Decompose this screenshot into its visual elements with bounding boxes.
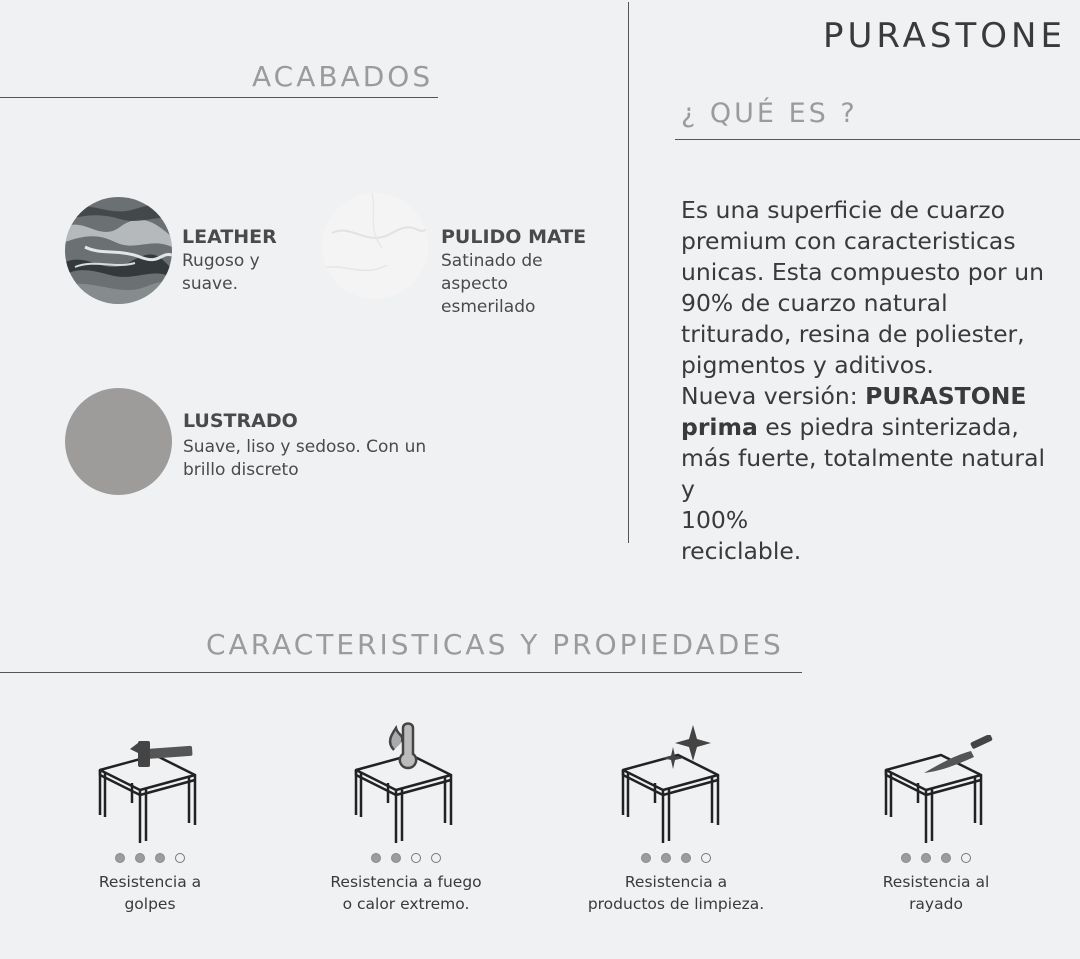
caracteristicas-title: CARACTERISTICAS Y PROPIEDADES bbox=[206, 628, 784, 661]
rating-dot bbox=[371, 853, 381, 863]
rating-dots-fuego bbox=[316, 853, 496, 863]
property-limpieza bbox=[583, 723, 769, 915]
leather-name: LEATHER bbox=[182, 226, 277, 248]
rating-dot bbox=[641, 853, 651, 863]
rating-dot bbox=[681, 853, 691, 863]
rating-dot bbox=[115, 853, 125, 863]
acabados-underline bbox=[0, 97, 438, 98]
rating-dot bbox=[901, 853, 911, 863]
table-sparkle-graphic bbox=[583, 723, 769, 847]
que-es-title: ¿ QUÉ ES ? bbox=[681, 98, 858, 129]
leather-swatch bbox=[65, 197, 172, 304]
lustrado-name: LUSTRADO bbox=[183, 410, 298, 432]
brand-bold: PURASTONE bbox=[865, 382, 1027, 410]
property-label-limpieza: Resistencia a productos de limpieza. bbox=[587, 873, 765, 913]
leather-description: Rugoso y suave. bbox=[182, 251, 260, 294]
property-rayado bbox=[846, 735, 1026, 915]
knife-icon bbox=[924, 735, 993, 773]
rating-dot bbox=[175, 853, 185, 863]
property-golpes bbox=[60, 735, 240, 915]
table-hammer-graphic bbox=[60, 735, 240, 847]
property-label-fuego: Resistencia a fuego o calor extremo. bbox=[330, 873, 482, 913]
que-es-description: Es una superficie de cuarzo premium con caracteristicas unicas. Esta compuesto por un 90% de cuarzo natural triturado, resina de poliester, pigmentos y aditivos. Nueva versión: PURASTONE prima es piedra sinterizada, más fuerte, totalmente natural y 100% reciclable. bbox=[681, 196, 1046, 565]
lustrado-description: Suave, liso y sedoso. Con un brillo discreto bbox=[183, 437, 427, 480]
pulido-mate-swatch bbox=[322, 193, 428, 299]
column-divider bbox=[628, 2, 629, 543]
pulido-mate-name: PULIDO MATE bbox=[441, 226, 587, 248]
rating-dots-limpieza bbox=[583, 853, 769, 863]
property-fuego bbox=[316, 720, 496, 915]
que-es-underline bbox=[675, 139, 1080, 140]
rating-dot bbox=[701, 853, 711, 863]
brand-title: PURASTONE bbox=[823, 16, 1066, 56]
property-label-rayado: Resistencia al rayado bbox=[882, 873, 990, 913]
rating-dot bbox=[411, 853, 421, 863]
rating-dot bbox=[431, 853, 441, 863]
rating-dots-golpes bbox=[60, 853, 240, 863]
rating-dots-rayado bbox=[846, 853, 1026, 863]
rating-dot bbox=[391, 853, 401, 863]
sparkle-icon bbox=[662, 725, 711, 769]
pulido-mate-description: Satinado de aspecto esmerilado bbox=[441, 251, 543, 317]
rating-dot bbox=[661, 853, 671, 863]
table-fire-graphic bbox=[316, 720, 496, 847]
caracteristicas-underline bbox=[0, 672, 802, 673]
table-knife-graphic bbox=[846, 735, 1026, 847]
lustrado-swatch bbox=[65, 388, 172, 495]
thermometer-fire-icon bbox=[390, 724, 416, 769]
rating-dot bbox=[961, 853, 971, 863]
hammer-icon bbox=[130, 741, 193, 767]
rating-dot bbox=[155, 853, 165, 863]
acabados-title: ACABADOS bbox=[252, 60, 434, 93]
property-label-golpes: Resistencia a golpes bbox=[98, 873, 202, 913]
prima-bold: prima bbox=[681, 413, 758, 441]
rating-dot bbox=[921, 853, 931, 863]
rating-dot bbox=[135, 853, 145, 863]
rating-dot bbox=[941, 853, 951, 863]
